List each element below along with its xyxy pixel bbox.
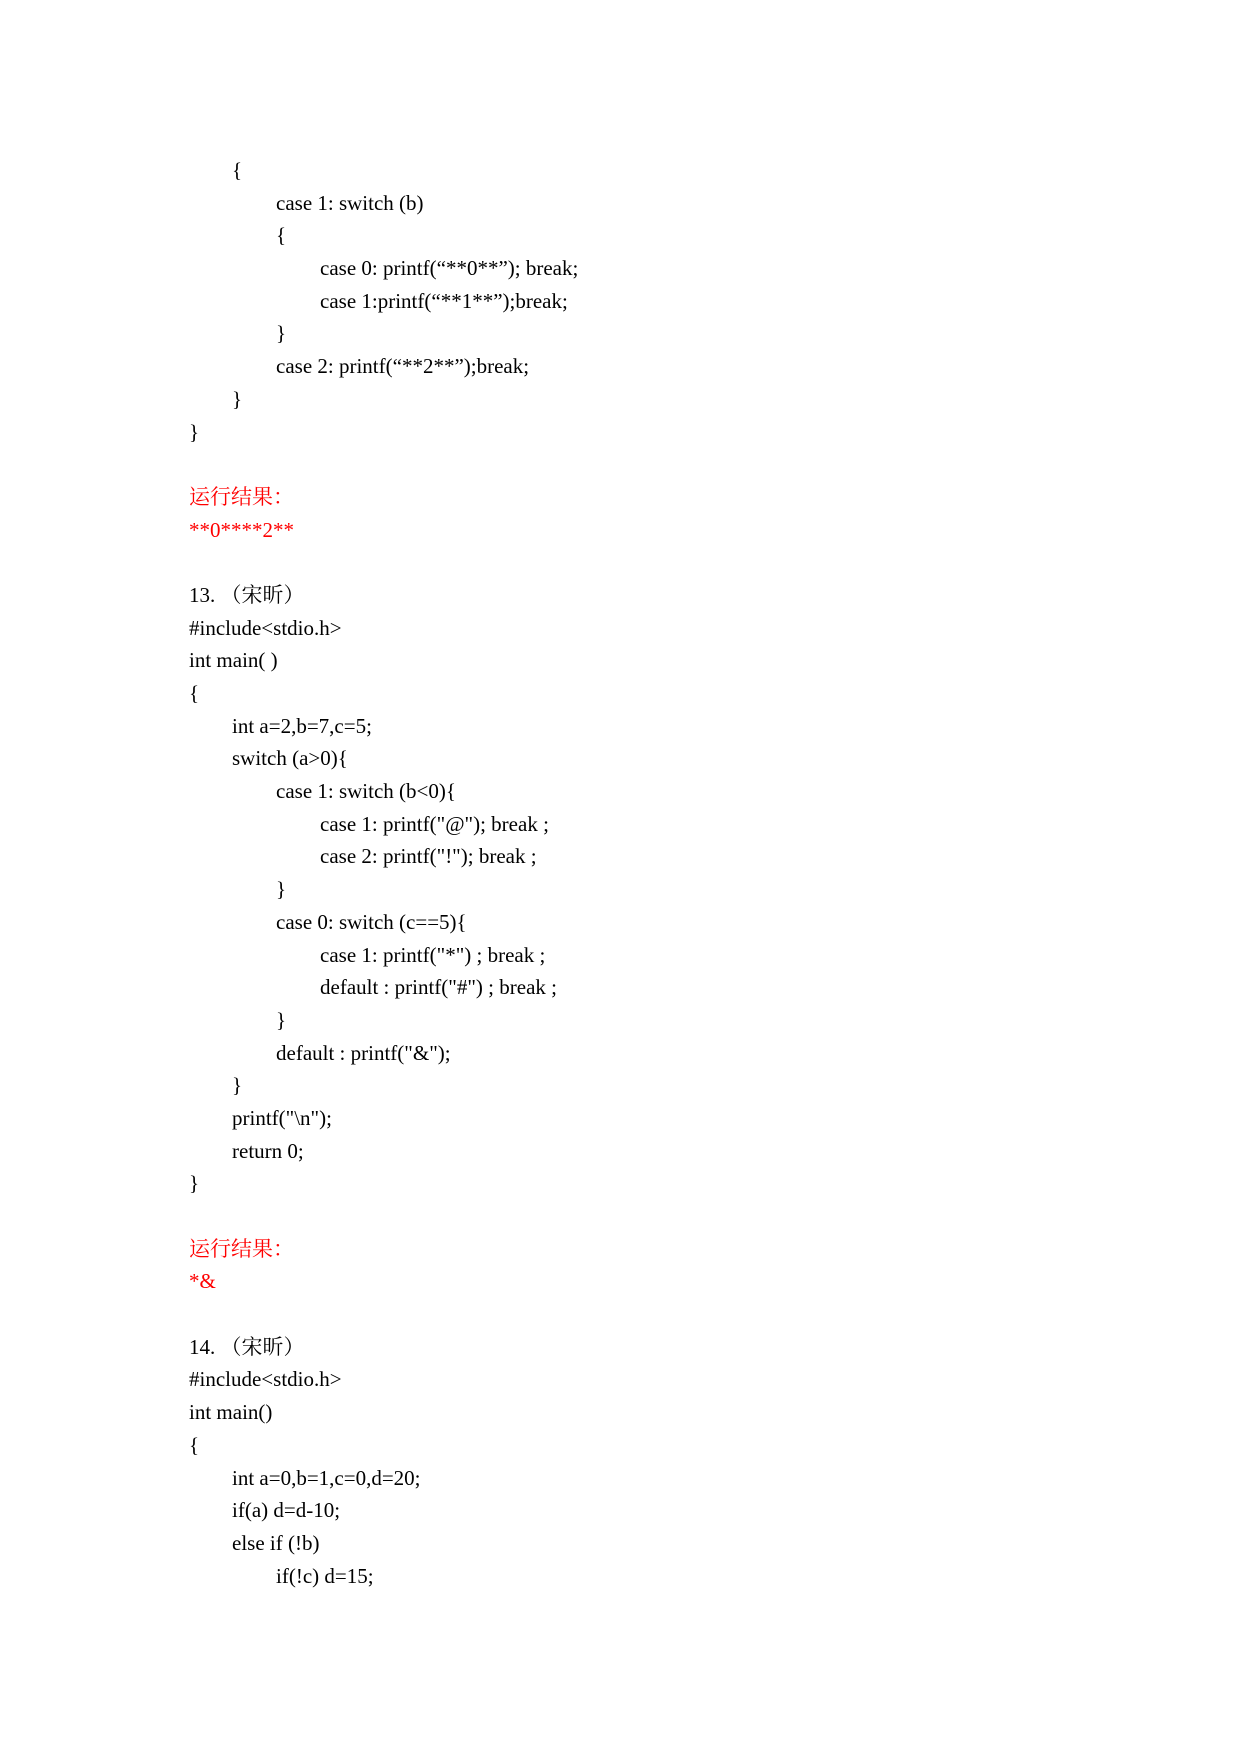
code-line: printf("\n");	[232, 1105, 332, 1130]
spacer	[189, 448, 1189, 481]
code-line: {	[232, 158, 243, 182]
code-line: #include<stdio.h>	[189, 615, 342, 640]
code-line: }	[276, 321, 287, 346]
code-line: case 2: printf("!"); break ;	[320, 844, 537, 869]
code-line: switch (a>0){	[232, 746, 348, 771]
code-line: }	[189, 419, 200, 444]
code-line: #include<stdio.h>	[189, 1367, 342, 1392]
code-line: case 1:printf(“**1**”);break;	[320, 288, 568, 313]
code-line: default : printf("#") ; break ;	[320, 975, 557, 1000]
code-line: if(a) d=d-10;	[232, 1498, 341, 1523]
code-line: int a=0,b=1,c=0,d=20;	[232, 1465, 421, 1490]
code-line: }	[232, 386, 243, 411]
code-line: case 2: printf(“**2**”);break;	[276, 354, 530, 379]
code-line: }	[189, 1171, 200, 1196]
code-line: }	[276, 1007, 287, 1032]
spacer	[189, 1200, 1189, 1233]
code-line: case 1: switch (b<0){	[276, 779, 456, 804]
code-line: }	[232, 1073, 243, 1098]
code-line: case 0: printf(“**0**”); break;	[320, 256, 579, 281]
result-value: *&	[189, 1269, 216, 1294]
code-line: int main()	[189, 1400, 273, 1425]
code-line: }	[276, 877, 287, 902]
code-line: case 0: switch (c==5){	[276, 909, 467, 934]
spacer	[189, 1298, 1189, 1331]
code-line: return 0;	[232, 1138, 304, 1163]
code-line: {	[189, 681, 200, 705]
page-content	[189, 154, 1189, 1592]
problem-heading: 14. （宋昕）	[189, 1334, 305, 1359]
result-label: 运行结果：	[189, 484, 294, 509]
code-line: case 1: printf("@"); break ;	[320, 811, 549, 836]
code-line: else if (!b)	[232, 1530, 320, 1555]
code-line: {	[276, 223, 287, 248]
code-line: int main( )	[189, 648, 278, 673]
result-label: 运行结果：	[189, 1236, 294, 1261]
code-line: default : printf("&");	[276, 1040, 451, 1065]
spacer	[189, 546, 1189, 579]
problem-heading: 13. （宋昕）	[189, 582, 305, 607]
code-line: int a=2,b=7,c=5;	[232, 713, 372, 738]
code-line: case 1: switch (b)	[276, 190, 424, 215]
code-line: if(!c) d=15;	[276, 1563, 374, 1588]
code-line: case 1: printf("*") ; break ;	[320, 942, 546, 967]
result-value: **0****2**	[189, 517, 294, 542]
code-line: {	[189, 1432, 200, 1457]
